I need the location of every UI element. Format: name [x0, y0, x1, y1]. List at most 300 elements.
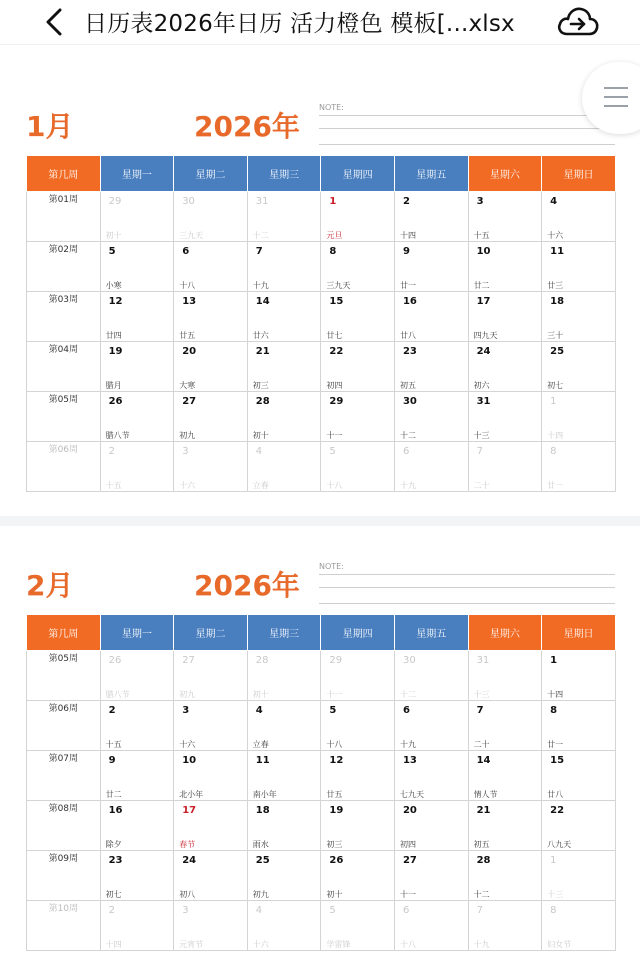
day-cell[interactable]	[100, 801, 174, 851]
weekday-header: 星期三	[247, 615, 321, 651]
lunar-date: 廿六	[252, 331, 269, 340]
day-number: 8	[550, 705, 558, 716]
lunar-date: 雨水	[252, 840, 269, 849]
day-cell[interactable]	[394, 192, 468, 242]
day-cell[interactable]	[174, 192, 248, 242]
lunar-date: 大寒	[179, 381, 196, 390]
lunar-date: 十二	[252, 231, 269, 240]
lunar-date: 廿一	[399, 281, 416, 290]
lunar-date: 十五	[105, 740, 122, 749]
weekday-header: 星期一	[100, 615, 174, 651]
lunar-date: 廿七	[326, 331, 343, 340]
day-cell[interactable]	[542, 192, 616, 242]
day-cell[interactable]	[174, 801, 248, 851]
section-divider	[0, 516, 640, 526]
day-number: 5	[108, 246, 116, 257]
week-row	[27, 442, 616, 492]
day-number: 27	[402, 855, 417, 866]
note-line	[319, 144, 615, 145]
lunar-date: 十四	[399, 231, 416, 240]
lunar-date: 廿三	[547, 281, 564, 290]
day-cell[interactable]	[394, 801, 468, 851]
day-cell[interactable]	[100, 751, 174, 801]
lunar-date: 初九	[179, 431, 196, 440]
week-row	[27, 851, 616, 901]
lunar-date: 三十	[547, 331, 564, 340]
weekday-header: 星期一	[100, 156, 174, 192]
day-number: 22	[550, 805, 565, 816]
lunar-date: 八九天	[547, 840, 572, 849]
lunar-date: 四九天	[473, 331, 498, 340]
lunar-date: 十五	[105, 481, 122, 490]
cloud-upload-icon[interactable]	[556, 4, 600, 40]
day-cell[interactable]	[174, 851, 248, 901]
lunar-date: 初十	[105, 231, 122, 240]
weekday-header: 星期三	[247, 156, 321, 192]
day-number: 2	[108, 705, 116, 716]
day-cell[interactable]	[468, 242, 542, 292]
day-cell[interactable]	[247, 242, 321, 292]
day-number: 7	[476, 905, 483, 916]
lunar-date: 初十	[326, 890, 343, 899]
day-number: 3	[182, 705, 190, 716]
day-number: 22	[329, 346, 344, 357]
day-number: 19	[108, 346, 123, 357]
day-number: 29	[329, 655, 343, 666]
day-cell[interactable]	[247, 651, 321, 701]
menu-icon-bar	[604, 96, 628, 98]
lunar-date: 学雷锋	[326, 940, 351, 949]
day-number: 27	[182, 655, 195, 666]
day-cell[interactable]	[247, 801, 321, 851]
lunar-date: 元旦	[326, 231, 343, 240]
lunar-date: 廿一	[547, 740, 564, 749]
week-number-cell[interactable]: 第10周	[27, 901, 101, 951]
lunar-date: 廿二	[105, 790, 122, 799]
day-number: 7	[476, 446, 483, 457]
lunar-date: 二十	[473, 481, 490, 490]
day-cell[interactable]	[100, 651, 174, 701]
lunar-date: 初四	[326, 381, 343, 390]
lunar-date: 初五	[399, 381, 416, 390]
day-number: 7	[255, 246, 263, 257]
day-number: 17	[182, 805, 197, 816]
day-cell[interactable]	[394, 701, 468, 751]
week-row	[27, 651, 616, 701]
lunar-date: 十三	[473, 690, 490, 699]
lunar-date: 腊八节	[105, 690, 130, 699]
day-cell[interactable]	[247, 901, 321, 951]
lunar-date: 三九天	[179, 231, 204, 240]
menu-icon-bar	[604, 105, 628, 107]
day-number: 26	[108, 396, 123, 407]
day-cell[interactable]	[542, 392, 616, 442]
lunar-date: 十九	[252, 281, 269, 290]
day-cell[interactable]	[394, 851, 468, 901]
note-label: NOTE:	[319, 562, 344, 571]
day-number: 24	[182, 855, 197, 866]
day-cell[interactable]	[100, 292, 174, 342]
day-cell[interactable]	[542, 442, 616, 492]
day-cell[interactable]	[468, 442, 542, 492]
day-number: 1	[329, 196, 337, 207]
day-cell[interactable]	[321, 442, 395, 492]
day-cell[interactable]	[468, 751, 542, 801]
day-cell[interactable]	[100, 192, 174, 242]
day-cell[interactable]	[100, 701, 174, 751]
day-number: 18	[550, 296, 565, 307]
day-cell[interactable]	[394, 342, 468, 392]
day-number: 8	[329, 246, 337, 257]
lunar-date: 元宵节	[179, 940, 204, 949]
day-number: 2	[402, 196, 410, 207]
day-number: 13	[182, 296, 197, 307]
day-cell[interactable]	[468, 701, 542, 751]
day-number: 16	[402, 296, 417, 307]
day-cell[interactable]	[321, 292, 395, 342]
lunar-date: 腊月	[105, 381, 122, 390]
day-number: 1	[550, 855, 557, 866]
day-number: 17	[476, 296, 491, 307]
day-cell[interactable]	[247, 701, 321, 751]
day-cell[interactable]	[468, 192, 542, 242]
day-cell[interactable]	[542, 851, 616, 901]
week-row	[27, 292, 616, 342]
day-cell[interactable]	[174, 342, 248, 392]
day-cell[interactable]	[394, 751, 468, 801]
lunar-date: 廿五	[326, 790, 343, 799]
day-cell[interactable]	[321, 242, 395, 292]
lunar-date: 十四	[547, 690, 564, 699]
day-cell[interactable]	[468, 851, 542, 901]
day-number: 8	[550, 446, 557, 457]
day-number: 1	[550, 396, 557, 407]
day-cell[interactable]	[468, 392, 542, 442]
back-arrow-icon[interactable]	[40, 6, 70, 38]
day-number: 11	[550, 246, 565, 257]
year-label: 2026年	[194, 569, 300, 602]
day-cell[interactable]	[321, 701, 395, 751]
lunar-date: 十八	[326, 740, 343, 749]
lunar-date: 二十	[473, 740, 490, 749]
week-number-cell[interactable]: 第02周	[27, 242, 101, 292]
week-row	[27, 801, 616, 851]
day-cell[interactable]	[394, 292, 468, 342]
day-number: 6	[402, 446, 410, 457]
week-number-cell[interactable]: 第06周	[27, 701, 101, 751]
day-number: 3	[182, 446, 189, 457]
lunar-date: 十一	[399, 890, 416, 899]
week-number-cell[interactable]: 第09周	[27, 851, 101, 901]
day-number: 26	[329, 855, 344, 866]
lunar-date: 七九天	[399, 790, 424, 799]
lunar-date: 初八	[179, 890, 196, 899]
day-cell[interactable]	[321, 192, 395, 242]
lunar-date: 十四	[105, 940, 122, 949]
calendar-grid	[26, 614, 616, 951]
lunar-date: 十八	[179, 281, 196, 290]
day-cell[interactable]	[100, 242, 174, 292]
day-cell[interactable]	[542, 901, 616, 951]
lunar-date: 北小年	[179, 790, 204, 799]
lunar-date: 十九	[399, 740, 416, 749]
lunar-date: 十八	[326, 481, 343, 490]
week-row	[27, 751, 616, 801]
day-cell[interactable]	[321, 801, 395, 851]
day-number: 1	[550, 655, 558, 666]
spreadsheet-preview	[0, 45, 640, 961]
day-cell[interactable]	[100, 442, 174, 492]
week-number-cell[interactable]: 第08周	[27, 801, 101, 851]
lunar-date: 初九	[179, 690, 196, 699]
day-number: 9	[108, 755, 116, 766]
day-cell[interactable]	[174, 651, 248, 701]
weekday-header: 第几周	[27, 615, 101, 651]
app-header	[0, 0, 640, 45]
day-number: 26	[108, 655, 122, 666]
lunar-date: 妇女节	[547, 940, 572, 949]
day-number: 13	[402, 755, 417, 766]
day-number: 27	[182, 396, 197, 407]
day-number: 5	[329, 905, 336, 916]
lunar-date: 十二	[399, 431, 416, 440]
day-number: 30	[402, 396, 417, 407]
lunar-date: 十五	[473, 231, 490, 240]
week-number-cell[interactable]: 第06周	[27, 442, 101, 492]
day-number: 29	[108, 196, 122, 207]
day-cell[interactable]	[247, 292, 321, 342]
day-number: 2	[108, 446, 115, 457]
lunar-date: 十六	[179, 740, 196, 749]
day-cell[interactable]	[321, 901, 395, 951]
lunar-date: 初七	[105, 890, 122, 899]
lunar-date: 廿八	[399, 331, 416, 340]
note-line	[319, 574, 615, 575]
day-cell[interactable]	[100, 392, 174, 442]
week-number-cell[interactable]: 第07周	[27, 751, 101, 801]
day-number: 10	[476, 246, 491, 257]
day-number: 4	[550, 196, 558, 207]
note-line	[319, 128, 615, 129]
day-cell[interactable]	[542, 701, 616, 751]
day-cell[interactable]	[247, 392, 321, 442]
lunar-date: 十一	[326, 431, 343, 440]
day-cell[interactable]	[468, 292, 542, 342]
lunar-date: 三九天	[326, 281, 351, 290]
lunar-date: 廿四	[105, 331, 122, 340]
calendar-grid	[26, 155, 616, 492]
day-cell[interactable]	[542, 751, 616, 801]
lunar-date: 初九	[252, 890, 269, 899]
day-cell[interactable]	[321, 851, 395, 901]
lunar-date: 十八	[399, 940, 416, 949]
week-row	[27, 342, 616, 392]
lunar-date: 初七	[547, 381, 564, 390]
day-cell[interactable]	[542, 342, 616, 392]
day-number: 31	[255, 196, 269, 207]
week-number-cell[interactable]: 第05周	[27, 392, 101, 442]
lunar-date: 十六	[252, 940, 269, 949]
day-number: 3	[476, 196, 484, 207]
lunar-date: 立春	[252, 481, 269, 490]
lunar-date: 春节	[179, 840, 196, 849]
day-cell[interactable]	[174, 701, 248, 751]
day-cell[interactable]	[174, 442, 248, 492]
day-cell[interactable]	[174, 242, 248, 292]
day-cell[interactable]	[321, 392, 395, 442]
day-cell[interactable]	[174, 292, 248, 342]
weekday-header: 星期五	[394, 615, 468, 651]
day-number: 3	[182, 905, 189, 916]
day-number: 10	[182, 755, 197, 766]
weekday-header: 星期二	[174, 156, 248, 192]
lunar-date: 除夕	[105, 840, 122, 849]
day-number: 2	[108, 905, 115, 916]
weekday-header: 星期四	[321, 615, 395, 651]
lunar-date: 小寒	[105, 281, 122, 290]
note-line	[319, 603, 615, 604]
day-cell[interactable]	[542, 292, 616, 342]
year-label: 2026年	[194, 110, 300, 143]
day-number: 31	[476, 655, 490, 666]
lunar-date: 十一	[326, 690, 343, 699]
day-number: 21	[255, 346, 270, 357]
day-number: 19	[329, 805, 344, 816]
day-cell[interactable]	[174, 751, 248, 801]
day-number: 24	[476, 346, 491, 357]
day-cell[interactable]	[394, 392, 468, 442]
lunar-date: 十三	[547, 890, 564, 899]
day-cell[interactable]	[468, 651, 542, 701]
day-number: 28	[255, 655, 269, 666]
lunar-date: 廿二	[473, 281, 490, 290]
week-number-cell[interactable]: 第04周	[27, 342, 101, 392]
note-line	[319, 115, 615, 116]
week-number-cell[interactable]: 第05周	[27, 651, 101, 701]
lunar-date: 南小年	[252, 790, 277, 799]
lunar-date: 立春	[252, 740, 269, 749]
lunar-date: 廿五	[179, 331, 196, 340]
day-cell[interactable]	[468, 901, 542, 951]
weekday-header: 星期日	[542, 156, 616, 192]
day-number: 9	[402, 246, 410, 257]
lunar-date: 情人节	[473, 790, 498, 799]
day-number: 15	[329, 296, 344, 307]
day-cell[interactable]	[100, 901, 174, 951]
day-number: 30	[402, 655, 416, 666]
lunar-date: 初十	[252, 431, 269, 440]
day-number: 18	[255, 805, 270, 816]
day-number: 6	[402, 905, 410, 916]
day-number: 6	[182, 246, 190, 257]
day-cell[interactable]	[174, 392, 248, 442]
day-number: 25	[255, 855, 270, 866]
weekday-header: 星期六	[468, 615, 542, 651]
day-number: 25	[550, 346, 565, 357]
day-number: 6	[402, 705, 410, 716]
day-cell[interactable]	[100, 851, 174, 901]
day-number: 28	[476, 855, 491, 866]
day-number: 14	[476, 755, 491, 766]
week-number-cell[interactable]: 第01周	[27, 192, 101, 242]
week-number-cell[interactable]: 第03周	[27, 292, 101, 342]
day-cell[interactable]	[394, 651, 468, 701]
lunar-date: 廿一	[547, 481, 564, 490]
day-number: 7	[476, 705, 484, 716]
day-number: 16	[108, 805, 123, 816]
day-cell[interactable]	[321, 342, 395, 392]
day-number: 31	[476, 396, 491, 407]
day-number: 15	[550, 755, 565, 766]
weekday-header: 第几周	[27, 156, 101, 192]
day-number: 20	[402, 805, 417, 816]
day-cell[interactable]	[100, 342, 174, 392]
document-title: 日历表2026年日历 活力橙色 模板[...xlsx	[84, 11, 515, 37]
day-cell[interactable]	[468, 801, 542, 851]
lunar-date: 廿八	[547, 790, 564, 799]
day-number: 4	[255, 905, 263, 916]
day-cell[interactable]	[394, 242, 468, 292]
day-cell[interactable]	[247, 342, 321, 392]
lunar-date: 十四	[547, 431, 564, 440]
week-row	[27, 192, 616, 242]
day-number: 20	[182, 346, 197, 357]
day-cell[interactable]	[174, 901, 248, 951]
lunar-date: 初六	[473, 381, 490, 390]
week-row	[27, 242, 616, 292]
lunar-date: 腊八节	[105, 431, 130, 440]
day-number: 11	[255, 755, 270, 766]
day-number: 28	[255, 396, 270, 407]
lunar-date: 十二	[399, 690, 416, 699]
lunar-date: 初四	[399, 840, 416, 849]
day-cell[interactable]	[247, 442, 321, 492]
month-label: 1月	[26, 110, 74, 143]
day-cell[interactable]	[542, 242, 616, 292]
lunar-date: 十六	[547, 231, 564, 240]
day-number: 29	[329, 396, 344, 407]
day-cell[interactable]	[321, 751, 395, 801]
day-number: 23	[402, 346, 417, 357]
day-number: 30	[182, 196, 195, 207]
weekday-header: 星期二	[174, 615, 248, 651]
week-row	[27, 392, 616, 442]
month-label: 2月	[26, 569, 74, 602]
day-cell[interactable]	[542, 651, 616, 701]
weekday-header: 星期日	[542, 615, 616, 651]
day-cell[interactable]	[468, 342, 542, 392]
day-cell[interactable]	[247, 751, 321, 801]
week-row	[27, 901, 616, 951]
week-row	[27, 701, 616, 751]
day-cell[interactable]	[247, 192, 321, 242]
day-cell[interactable]	[394, 442, 468, 492]
day-number: 14	[255, 296, 270, 307]
lunar-date: 十三	[473, 431, 490, 440]
lunar-date: 初十	[252, 690, 269, 699]
day-cell[interactable]	[394, 901, 468, 951]
lunar-date: 十二	[473, 890, 490, 899]
day-cell[interactable]	[247, 851, 321, 901]
day-number: 12	[329, 755, 344, 766]
day-cell[interactable]	[321, 651, 395, 701]
day-number: 4	[255, 446, 263, 457]
day-cell[interactable]	[542, 801, 616, 851]
weekday-header: 星期四	[321, 156, 395, 192]
menu-icon	[604, 87, 628, 89]
lunar-date: 初五	[473, 840, 490, 849]
lunar-date: 初三	[326, 840, 343, 849]
